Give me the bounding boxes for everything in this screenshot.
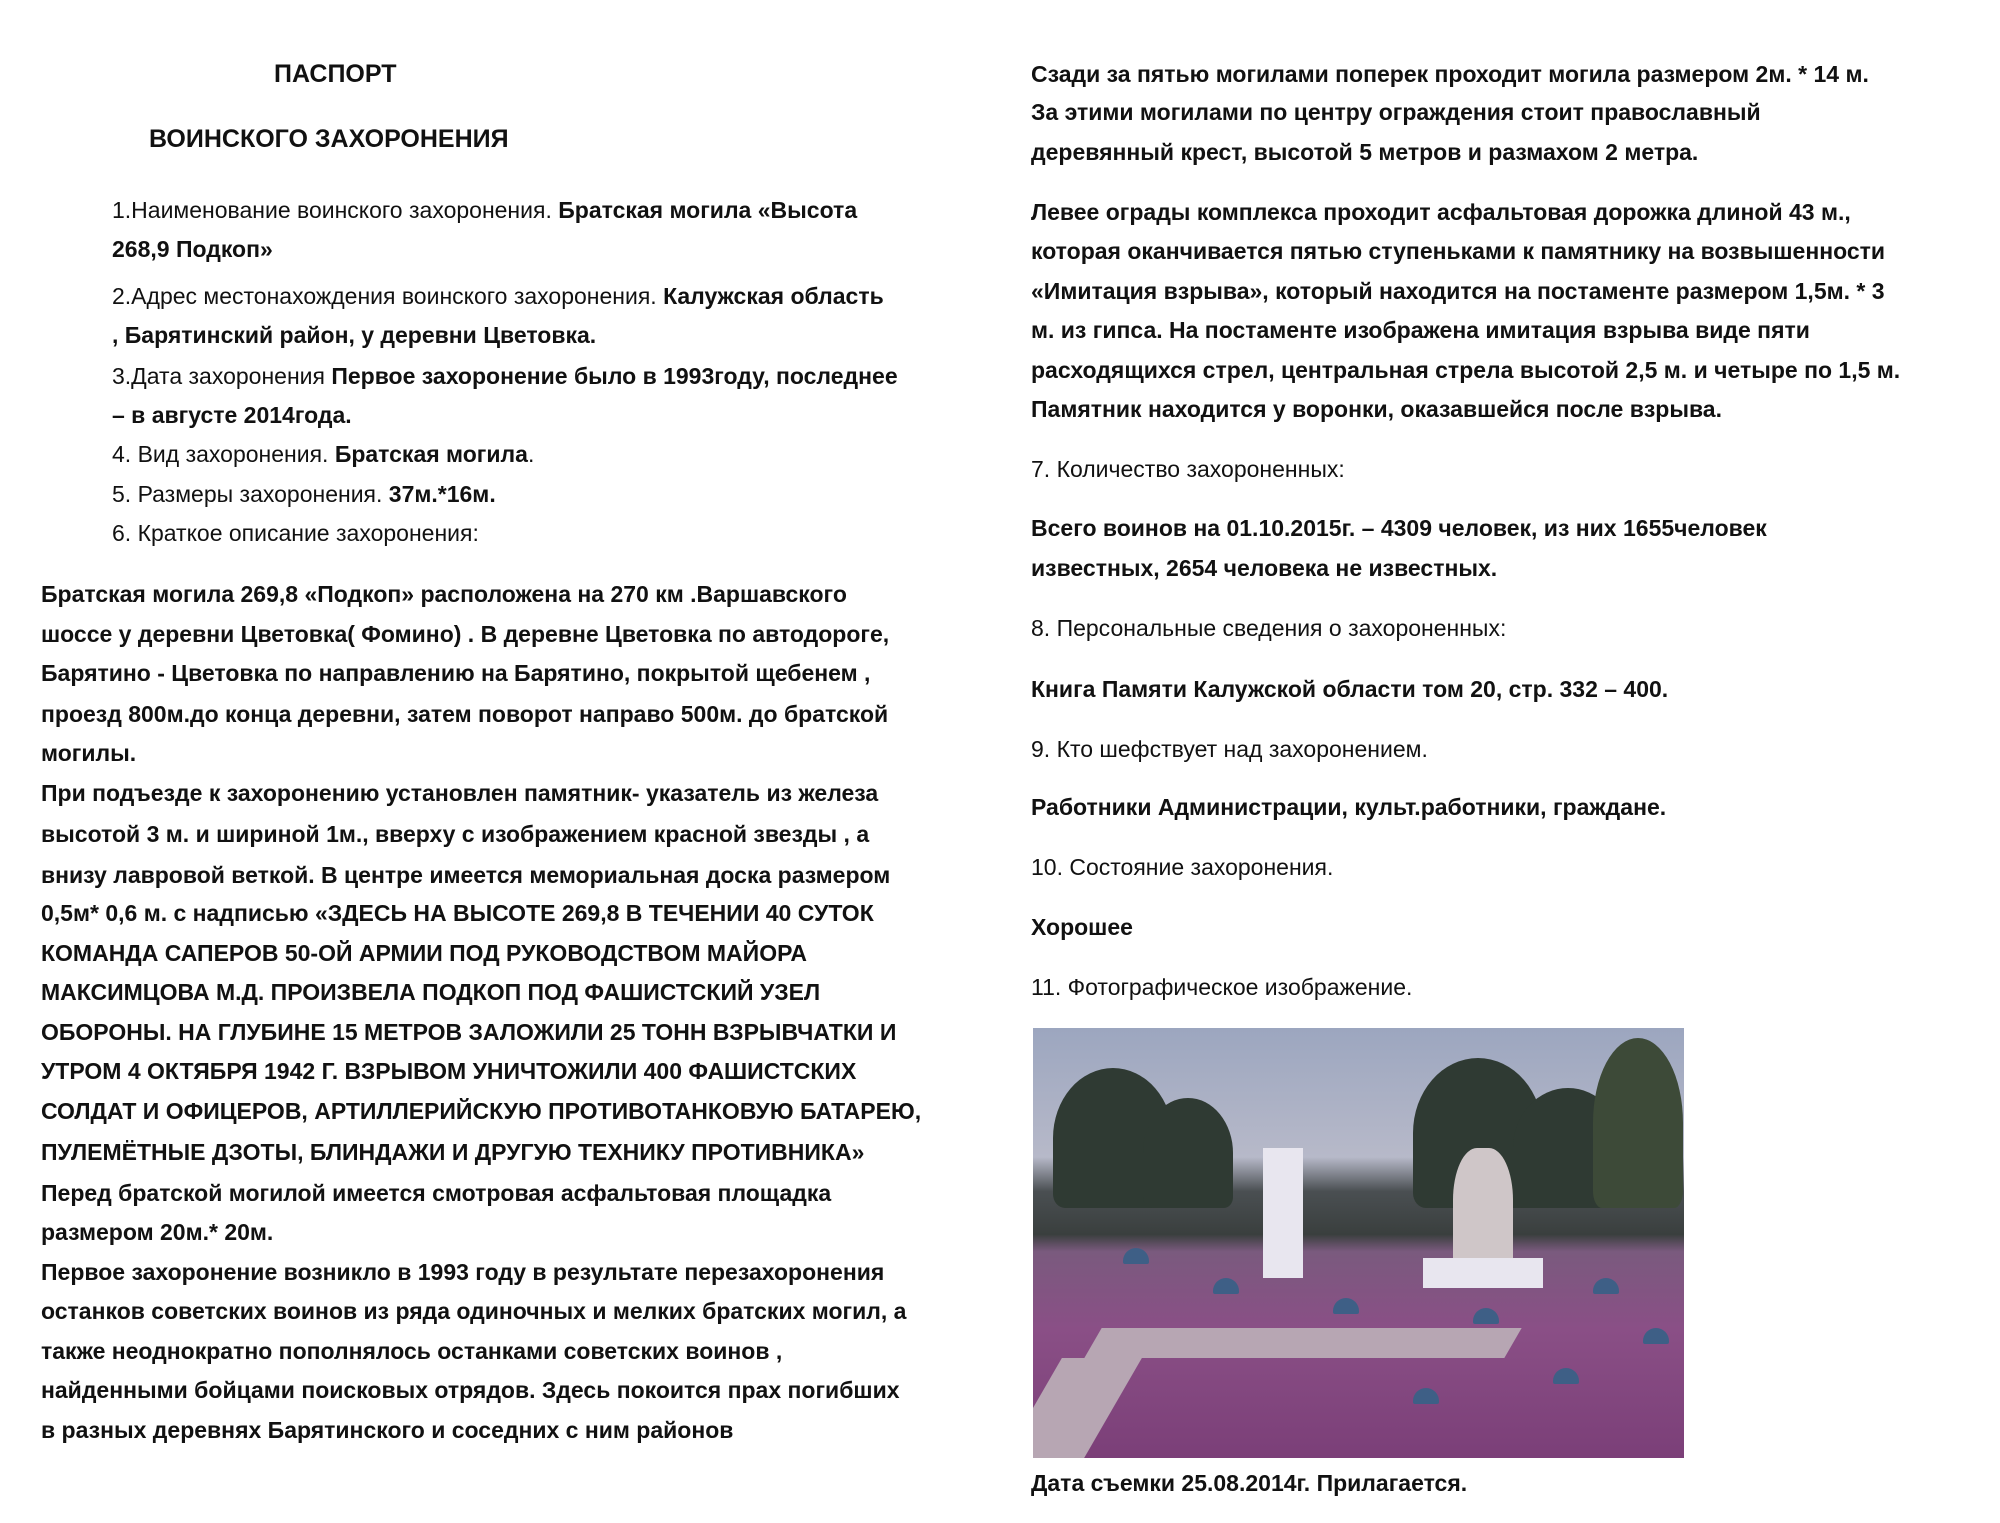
left-text-line xyxy=(41,898,874,928)
bold-text: шоссе у деревни Цветовка( Фомино) . В деревне Цветовка по автодороге, xyxy=(41,621,890,647)
left-text-line xyxy=(112,234,273,264)
left-text-line xyxy=(41,1375,900,1405)
left-text-line xyxy=(41,1137,864,1167)
bold-text: Книга Памяти Калужской области том 20, стр. 332 – 400. xyxy=(1031,676,1669,702)
bold-text: Хорошее xyxy=(1031,914,1133,940)
right-text-line xyxy=(1031,137,1698,167)
bold-text: 268,9 Подкоп» xyxy=(112,236,273,262)
left-text-line xyxy=(41,1296,906,1326)
document-title: ПАСПОРТ xyxy=(274,60,397,88)
right-text-line xyxy=(1031,236,1885,266)
bold-text: «Имитация взрыва», который находится на постаменте размером 1,5м. * 3 xyxy=(1031,278,1885,304)
bold-text: Братская могила 269,8 «Подкоп» расположена на 270 км .Варшавского xyxy=(41,581,847,607)
bold-text: деревянный крест, высотой 5 метров и размахом 2 метра. xyxy=(1031,139,1699,165)
regular-text: 11. Фотографическое изображение. xyxy=(1031,974,1413,1000)
left-text-line xyxy=(41,1257,884,1287)
bold-text: Братская могила «Высота xyxy=(558,197,858,223)
bold-text: Перед братской могилой имеется смотровая асфальтовая площадка xyxy=(41,1180,832,1206)
bold-text: внизу лавровой веткой. В центре имеется мемориальная доска размером xyxy=(41,862,891,888)
left-text-line xyxy=(41,819,869,849)
right-text-line xyxy=(1031,276,1885,306)
bold-text: Калужская область xyxy=(663,283,884,309)
regular-text: 6. Краткое описание захоронения: xyxy=(112,520,479,546)
bold-text: УТРОМ 4 ОКТЯБРЯ 1942 Г. ВЗРЫВОМ УНИЧТОЖИЛИ 400 ФАШИСТСКИХ xyxy=(41,1058,857,1084)
right-text-line xyxy=(1031,97,1761,127)
bold-text: в разных деревнях Барятинского и соседних с ним районов xyxy=(41,1417,734,1443)
left-text-line xyxy=(41,1096,921,1126)
memorial-photo xyxy=(1033,1028,1684,1458)
left-text-line xyxy=(41,778,878,808)
left-text-line xyxy=(112,361,898,391)
bold-text: Первое захоронение возникло в 1993 году в результате перезахоронения xyxy=(41,1259,885,1285)
regular-text: 9. Кто шефствует над захоронением. xyxy=(1031,736,1428,762)
photo-caption: Дата съемки 25.08.2014г. Прилагается. xyxy=(1031,1470,1468,1496)
right-text-line xyxy=(1031,454,1345,484)
bold-text: 0,5м* 0,6 м. с надписью «ЗДЕСЬ НА ВЫСОТЕ 269,8 В ТЕЧЕНИИ 40 СУТОК xyxy=(41,900,874,926)
left-text-line xyxy=(112,439,534,469)
left-text-line xyxy=(41,619,889,649)
regular-text: 8. Персональные сведения о захороненных: xyxy=(1031,615,1507,641)
right-text-line xyxy=(1031,513,1767,543)
right-text-line xyxy=(1031,553,1497,583)
left-text-line xyxy=(112,320,596,350)
bold-text: СОЛДАТ И ОФИЦЕРОВ, АРТИЛЛЕРИЙСКУЮ ПРОТИВОТАНКОВУЮ БАТАРЕЮ, xyxy=(41,1098,922,1124)
left-text-line xyxy=(41,738,136,768)
left-text-line xyxy=(41,1056,856,1086)
left-text-line xyxy=(41,658,870,688)
right-text-line xyxy=(1031,613,1506,643)
right-text-line xyxy=(1031,355,1900,385)
left-text-line xyxy=(112,518,479,548)
document-subtitle: ВОИНСКОГО ЗАХОРОНЕНИЯ xyxy=(149,125,509,153)
left-text-line xyxy=(41,1178,831,1208)
left-text-line xyxy=(41,860,890,890)
bold-text: размером 20м.* 20м. xyxy=(41,1219,274,1245)
bold-text: – в августе 2014года. xyxy=(112,402,352,428)
bold-text: При подъезде к захоронению установлен памятник- указатель из железа xyxy=(41,780,879,806)
bold-text: Работники Администрации, культ.работники, граждане. xyxy=(1031,794,1667,820)
left-text-line xyxy=(41,977,820,1007)
regular-text: 2.Адрес местонахождения воинского захоронения. xyxy=(112,283,664,309)
bold-text: Первое захоронение было в 1993году, последнее xyxy=(331,363,898,389)
bold-text: которая оканчивается пятью ступеньками к памятнику на возвышенности xyxy=(1031,238,1886,264)
left-text-line xyxy=(41,1415,733,1445)
regular-text: 5. Размеры захоронения. xyxy=(112,481,389,507)
right-text-line xyxy=(1031,315,1810,345)
bold-text: могилы. xyxy=(41,740,137,766)
left-text-line xyxy=(41,1217,273,1247)
bold-text: Братская могила xyxy=(334,441,528,467)
bold-text: , Барятинский район, у деревни Цветовка. xyxy=(112,322,597,348)
bold-text: Сзади за пятью могилами поперек проходит могила размером 2м. * 14 м. xyxy=(1031,61,1869,87)
bold-text: расходящихся стрел, центральная стрела высотой 2,5 м. и четыре по 1,5 м. xyxy=(1031,357,1901,383)
bold-text: также неоднократно пополнялось останками советских воинов , xyxy=(41,1338,783,1364)
bold-text: останков советских воинов из ряда одиночных и мелких братских могил, а xyxy=(41,1298,907,1324)
bold-text: Барятино - Цветовка по направлению на Барятино, покрытой щебенем , xyxy=(41,660,871,686)
right-text-line xyxy=(1031,734,1428,764)
right-text-line xyxy=(1031,394,1722,424)
regular-text: . xyxy=(527,441,535,467)
bold-text: высотой 3 м. и шириной 1м., вверху с изображением красной звезды , а xyxy=(41,821,870,847)
left-text-line xyxy=(112,281,884,311)
bold-text: За этими могилами по центру ограждения стоит православный xyxy=(1031,99,1761,125)
bold-text: Памятник находится у воронки, оказавшейся после взрыва. xyxy=(1031,396,1722,422)
bold-text: известных, 2654 человека не известных. xyxy=(1031,555,1498,581)
regular-text: 10. Состояние захоронения. xyxy=(1031,854,1334,880)
left-text-line xyxy=(112,479,496,509)
left-text-line xyxy=(112,400,352,430)
bold-text: ПУЛЕМЁТНЫЕ ДЗОТЫ, БЛИНДАЖИ И ДРУГУЮ ТЕХНИКУ ПРОТИВНИКА» xyxy=(41,1139,865,1165)
right-text-line xyxy=(1031,912,1133,942)
bold-text: Левее ограды комплекса проходит асфальтовая дорожка длиной 43 м., xyxy=(1031,199,1851,225)
left-text-line xyxy=(41,938,807,968)
bold-text: Всего воинов на 01.10.2015г. – 4309 человек, из них 1655человек xyxy=(1031,515,1767,541)
bold-text: КОМАНДА САПЕРОВ 50-ОЙ АРМИИ ПОД РУКОВОДСТВОМ МАЙОРА xyxy=(41,940,808,966)
bold-text: МАКСИМЦОВА М.Д. ПРОИЗВЕЛА ПОДКОП ПОД ФАШИСТСКИЙ УЗЕЛ xyxy=(41,979,821,1005)
bold-text: найденными бойцами поисковых отрядов. Здесь покоится прах погибших xyxy=(41,1377,900,1403)
left-text-line xyxy=(41,699,888,729)
regular-text: 4. Вид захоронения. xyxy=(112,441,335,467)
bold-text: ОБОРОНЫ. НА ГЛУБИНЕ 15 МЕТРОВ ЗАЛОЖИЛИ 25 ТОНН ВЗРЫВЧАТКИ И xyxy=(41,1019,897,1045)
bold-text: проезд 800м.до конца деревни, затем поворот направо 500м. до братской xyxy=(41,701,889,727)
right-text-line xyxy=(1031,674,1668,704)
left-text-line xyxy=(41,1017,896,1047)
right-text-line xyxy=(1031,197,1851,227)
regular-text: 7. Количество захороненных: xyxy=(1031,456,1345,482)
regular-text: 3.Дата захоронения xyxy=(112,363,332,389)
bold-text: 37м.*16м. xyxy=(388,481,496,507)
right-text-line xyxy=(1031,792,1666,822)
regular-text: 1.Наименование воинского захоронения. xyxy=(112,197,559,223)
bold-text: м. из гипса. На постаменте изображена имитация взрыва виде пяти xyxy=(1031,317,1810,343)
left-text-line xyxy=(41,1336,782,1366)
right-text-line xyxy=(1031,59,1869,89)
right-text-line xyxy=(1031,972,1412,1002)
left-text-line xyxy=(41,579,847,609)
right-text-line xyxy=(1031,852,1333,882)
left-text-line xyxy=(112,195,857,225)
